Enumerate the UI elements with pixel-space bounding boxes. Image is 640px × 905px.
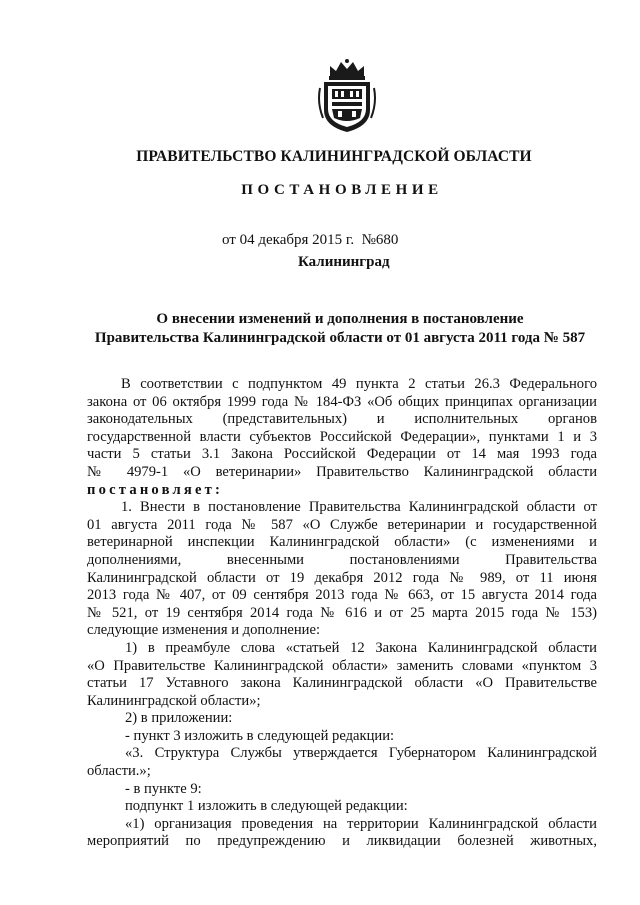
body-line: - в пункте 9: (125, 780, 202, 797)
body-line: Калининградской области от 19 декабря 2012 года № 989, от 11 июня (87, 569, 597, 586)
body-line: 1) в преамбуле слова «статьей 12 Закона Калининградской области (125, 639, 597, 656)
document-body (87, 376, 597, 851)
body-line: части 5 статьи 3.1 Закона Российской Федерации от 14 мая 1993 года (87, 446, 597, 463)
document-date-number: от 04 декабря 2015 г. №680 (222, 232, 399, 248)
body-line: В соответствии с подпунктом 49 пункта 2 статьи 26.3 Федерального (121, 376, 597, 392)
body-line: «О Правительстве Калининградской области» заменить словами «пунктом 3 (87, 657, 597, 674)
body-line: закона от 06 октября 1999 года № 184-ФЗ «Об общих принципах организации (87, 393, 597, 410)
body-line: мероприятий по предупреждению и ликвидации болезней животных, (87, 833, 597, 850)
body-line: № 521, от 19 сентября 2014 года № 616 и от 25 марта 2015 года № 153) (87, 604, 597, 621)
coat-of-arms-emblem (316, 58, 378, 134)
body-line: статьи 17 Уставного закона Калининградской области «О Правительстве (87, 675, 597, 692)
body-line: государственной власти субъектов Российской Федерации», пунктами 1 и 3 (87, 428, 597, 445)
body-line: ветеринарной инспекции Калининградской области» (с изменениями и (87, 534, 597, 551)
body-line: «1) организация проведения на территории Калининградской области (125, 815, 597, 832)
body-line: «3. Структура Службы утверждается Губернатором Калининградской (125, 745, 597, 762)
body-line: 2) в приложении: (125, 710, 233, 727)
body-line: законодательных (представительных) и исполнительных органов (87, 411, 597, 428)
body-line: № 4979-1 «О ветеринарии» Правительство Калининградской области (87, 463, 597, 480)
body-line: 01 августа 2011 года № 587 «О Службе ветеринарии и государственной (87, 516, 597, 533)
document-type: ПОСТАНОВЛЕНИЕ (241, 182, 443, 198)
body-line: 2013 года № 407, от 09 сентября 2013 года № 663, от 15 августа 2014 года (87, 587, 597, 604)
document-city: Калининград (298, 254, 390, 270)
subject-line: Правительства Калининградской области от 01 августа 2011 года № 587 (94, 330, 586, 346)
body-line: 1. Внести в постановление Правительства Калининградской области от (121, 499, 597, 516)
body-line: следующие изменения и дополнение: (87, 622, 321, 639)
subject-line: О внесении изменений и дополнения в постановление (156, 311, 524, 327)
body-line: области.»; (87, 763, 151, 780)
document-subject (60, 310, 620, 348)
body-line-resolves: постановляет: (87, 481, 224, 498)
coat-of-arms-icon (316, 58, 378, 134)
body-line: Калининградской области»; (87, 692, 261, 709)
body-line: подпункт 1 изложить в следующей редакции: (125, 798, 408, 815)
body-line: дополнениями, внесенными постановлениями Правительства (87, 551, 597, 568)
body-line: - пункт 3 изложить в следующей редакции: (125, 727, 395, 744)
government-title: ПРАВИТЕЛЬСТВО КАЛИНИНГРАДСКОЙ ОБЛАСТИ (136, 148, 532, 165)
